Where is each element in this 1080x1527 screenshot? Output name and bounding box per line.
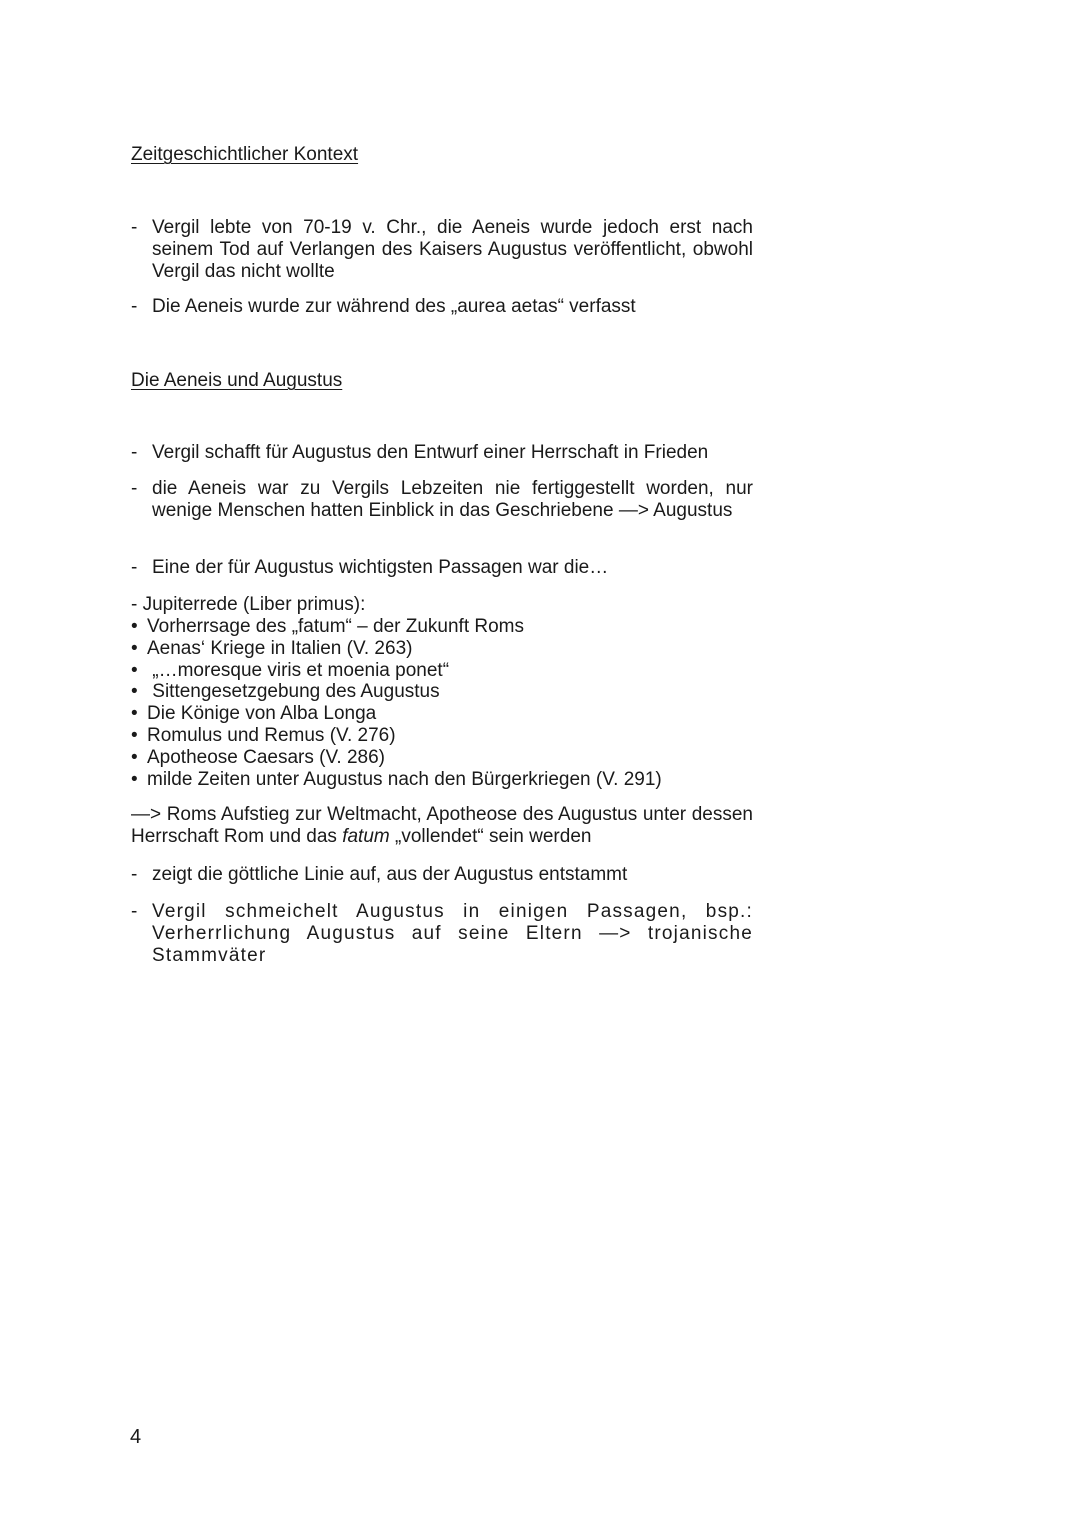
list-item-text: Eine der für Augustus wichtigsten Passagen war die…	[152, 557, 609, 578]
section-heading-aeneis-augustus: Die Aeneis und Augustus	[131, 370, 343, 391]
bullet-marker: •	[131, 703, 138, 725]
bullet-marker: •	[131, 637, 138, 659]
dash-marker: -	[131, 478, 138, 499]
conclusion-text-end: „vollendet“ sein werden	[389, 826, 592, 847]
dash-marker: -	[131, 217, 138, 238]
dash-marker: -	[131, 442, 138, 463]
bullet-text: Die Könige von Alba Longa	[147, 703, 377, 725]
list-item-text: Vergil schmeichelt Augustus in einigen Passagen, bsp.: Verherrlichung Augustus auf seine Eltern —> trojanische Stammväter	[152, 901, 753, 966]
list-item-text: Vergil lebte von 70-19 v. Chr., die Aeneis wurde jedoch erst nach seinem Tod auf Verlangen des Kaisers Augustus veröffentlicht, obwohl Vergil das nicht wollte	[152, 217, 753, 282]
dash-marker: -	[131, 864, 138, 885]
list-item	[131, 864, 753, 886]
list-item	[131, 217, 753, 283]
bullet-text: Vorherrsage des „fatum“ – der Zukunft Roms	[147, 616, 524, 637]
bullet-marker: •	[131, 681, 138, 703]
conclusion-text: —> Roms Aufstieg zur Weltmacht, Apotheose des Augustus unter dessen Herrschaft Rom und das	[131, 804, 753, 847]
list-item	[131, 296, 753, 318]
fatum-term: fatum	[342, 826, 390, 847]
bullet-item	[131, 725, 662, 747]
bullet-item	[131, 703, 662, 725]
bullet-text: milde Zeiten unter Augustus nach den Bürgerkriegen (V. 291)	[147, 768, 662, 790]
bullet-marker: •	[131, 659, 138, 681]
dash-marker: -	[131, 296, 138, 317]
bullet-marker: •	[131, 768, 138, 790]
list-item	[131, 442, 753, 464]
list-item	[131, 901, 753, 967]
bullet-item	[131, 616, 662, 638]
list-item-text: die Aeneis war zu Vergils Lebzeiten nie fertiggestellt worden, nur wenige Menschen hatten Einblick in das Geschriebene —> Augustus	[152, 478, 753, 521]
bullet-item	[131, 747, 662, 769]
bullet-marker: •	[131, 746, 138, 768]
bullet-item	[131, 660, 662, 682]
dash-marker: -	[131, 557, 138, 578]
bullet-marker: •	[131, 724, 138, 746]
list-item	[131, 557, 753, 579]
list-item-text: zeigt die göttliche Linie auf, aus der Augustus entstammt	[152, 864, 628, 885]
list-item-text: Die Aeneis wurde zur während des „aurea aetas“ verfasst	[152, 296, 636, 317]
page-number: 4	[130, 1426, 142, 1448]
list-item	[131, 478, 753, 522]
conclusion-paragraph	[131, 804, 753, 848]
bullet-item	[131, 769, 662, 791]
list-item-text: Vergil schafft für Augustus den Entwurf einer Herrschaft in Frieden	[152, 442, 709, 463]
bullet-text: Apotheose Caesars (V. 286)	[147, 746, 386, 768]
bullet-item	[131, 681, 662, 703]
bullet-text: Romulus und Remus (V. 276)	[147, 724, 396, 746]
bullet-marker: •	[131, 616, 138, 637]
bullet-text: Aenas‘ Kriege in Italien (V. 263)	[147, 637, 413, 659]
dash-marker: -	[131, 901, 138, 922]
bullet-text: „…moresque viris et moenia ponet“	[147, 659, 450, 681]
section-heading-context: Zeitgeschichtlicher Kontext	[131, 144, 359, 165]
jupiter-speech-points	[131, 616, 662, 790]
bullet-text: Sittengesetzgebung des Augustus	[147, 681, 440, 703]
bullet-item	[131, 638, 662, 660]
jupiter-speech-intro: - Jupiterrede (Liber primus):	[131, 594, 366, 615]
